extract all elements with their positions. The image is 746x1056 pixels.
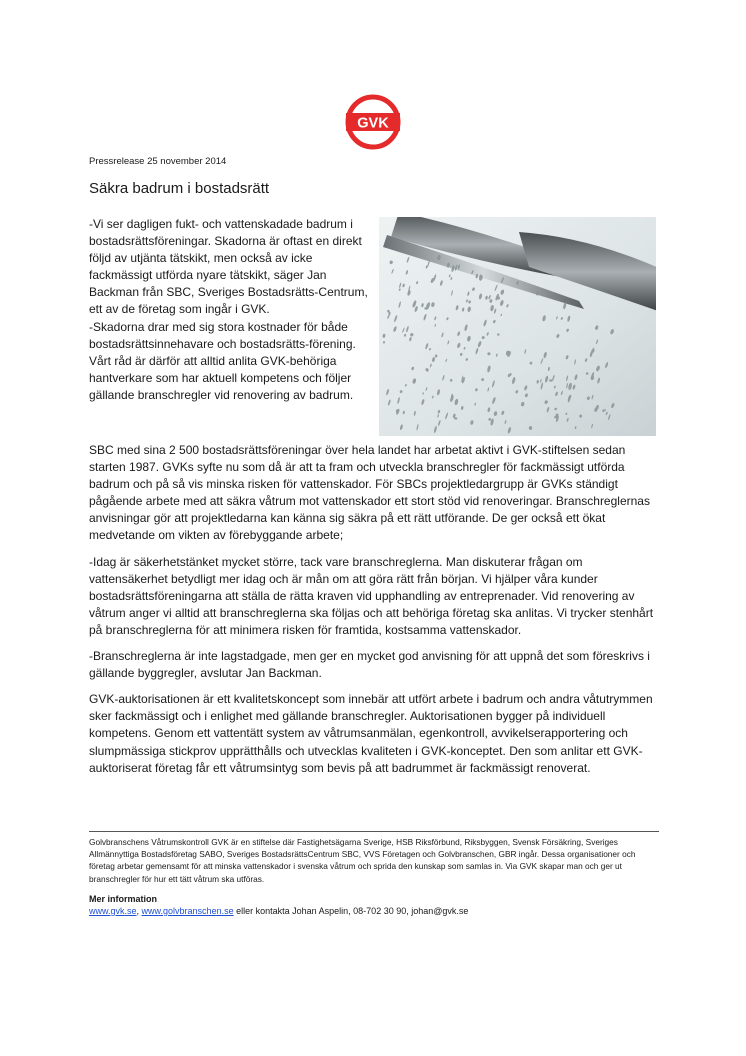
page-title: Säkra badrum i bostadsrätt [89, 180, 270, 197]
gvk-logo-text: GVK [357, 115, 389, 132]
contact-text: eller kontakta Johan Aspelin, 08-702 30 90, johan@gvk.se [233, 905, 469, 916]
body-paragraph: -Branschreglerna är inte lagstadgade, men ger en mycket god anvisning för att uppnå det som föreskrivs i gällande byggregler, avslutar Jan Backman. [89, 649, 650, 681]
intro-paragraph: -Vi ser dagligen fukt- och vattenskadade badrum i bostadsrättsföreningar. Skadorna är oftast en direkt följd av utjänta tätskikt, men också av icke fackmässigt utförda nyare tätskikt, säger Jan Backman från SBC, Sveriges Bostadsrätts-Centrum, ett av de företag som ingår i GVK. [89, 217, 368, 317]
shower-photo [379, 217, 656, 436]
intro-text [89, 216, 369, 404]
body-paragraph: SBC med sina 2 500 bostadsrättsföreningar över hela landet har arbetat aktivt i GVK-stiftelsen sedan starten 1987. GVKs syfte nu som då är att ta fram och utveckla branschregler för fackmässigt utförda badrum och på så vis minska risken för vattenskador. För SBCs projektledargrupp är GVKs ständigt pågående arbete med att säkra våtrum mot vattenskador ett stort stöd vid renoveringar. Branschreglernas anvisningar gör att projektledarna kan känna sig säkra på ett rätt utförande. De ger också ett ökat medvetande om vikten av förebyggande arbete; [89, 443, 650, 543]
gvk-link[interactable]: www.gvk.se [89, 905, 137, 916]
intro-paragraph: -Skadorna drar med sig stora kostnader för både bostadsrättsinnehavare och bostadsrätts-förening. Vårt råd är därför att alltid anlita GVK-behöriga hantverkare som har aktuell kompetens och följer gällande branschregler vid renovering av badrum. [89, 319, 356, 402]
link-separator: , [136, 905, 142, 916]
footer [89, 831, 659, 917]
press-release-date: Pressrelease 25 november 2014 [89, 156, 227, 167]
article-body [89, 442, 657, 786]
more-info-heading: Mer information [89, 893, 158, 904]
contact-line [89, 905, 659, 917]
shower-head-illustration [379, 217, 656, 436]
body-paragraph: -Idag är säkerhetstänket mycket större, tack vare branschreglerna. Man diskuterar frågan om vattensäkerhet betydligt mer idag och är mån om att göra rätt från början. Vi hjälper våra kunder bostadsrättsföreningarna att ställa de rätta kraven vid upphandling av entreprenader. Vid renovering av våtrum anger vi alltid att branschreglerna ska följas och att behöriga företag ska anlitas. Vi trycker stenhårt på branschreglerna för att minimera risken för framtida, kostsamma vattenskador. [89, 554, 654, 637]
gvk-logo [345, 94, 401, 150]
body-paragraph: GVK-auktorisationen är ett kvalitetskoncept som innebär att utfört arbete i badrum och andra våtutrymmen sker fackmässigt och i enlighet med gällande branschregler. Auktorisationen bygger på individuell kompetens. Genom ett vattentätt system av våtrumsanmälan, egenkontroll, avvikelserapportering och slumpmässiga stickprov upprätthålls och utvecklas kvaliteten i GVK-konceptet. Den som anlitar ett GVK-auktoriserat företag får ett våtrumsintyg som bevis på att badrummet är fackmässigt renoverat. [89, 692, 653, 775]
golvbranschen-link[interactable]: www.golvbranschen.se [141, 905, 234, 916]
footer-about: Golvbranschens Våtrumskontroll GVK är en stiftelse där Fastighetsägarna Sverige, HSB Riksförbund, Riksbyggen, Svensk Försäkring, Sveriges Allmännyttiga Bostadsföretag SABO, Sveriges BostadsrättsCentrum SBC, VVS Företagen och Golvbranschen, GBR ingår. Dessa organisationer och företag arbetar gemensamt för att minska vattenskador i svenska våtrum och sprida den kunskap som samlas in. Via GVK skapar man och ger ut branschregler för hur ett tätt våtrum ska utföras. [89, 837, 636, 884]
